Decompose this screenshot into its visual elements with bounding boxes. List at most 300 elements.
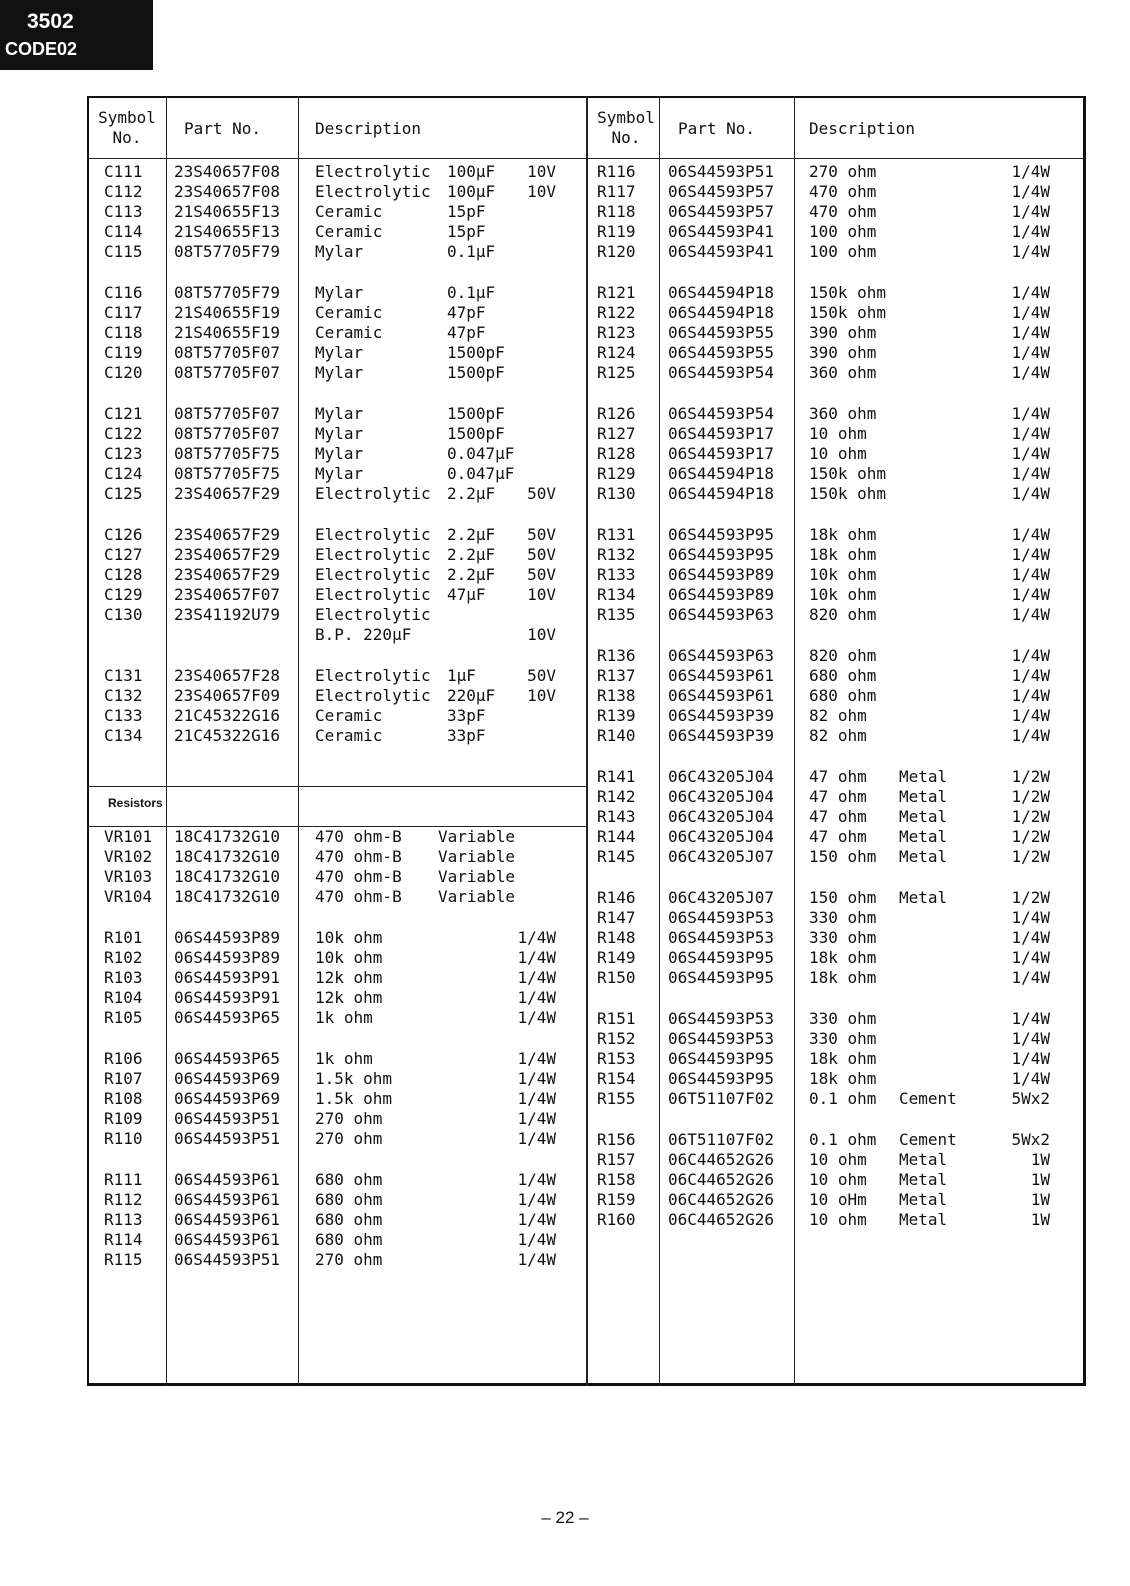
table-row <box>0 202 1100 222</box>
description: Ceramic <box>315 726 383 745</box>
value: 0.047µF <box>447 464 515 483</box>
rating: 1W <box>1030 1210 1050 1229</box>
rating: 1/4W <box>517 1170 556 1189</box>
rating: 1/2W <box>1011 847 1050 866</box>
table-row <box>0 323 1100 343</box>
value: 100µF <box>447 162 496 181</box>
description: 82 ohm <box>809 706 867 725</box>
table-row <box>0 666 1100 686</box>
table-row <box>0 363 1100 383</box>
symbol-no: R132 <box>597 545 636 564</box>
value: 33pF <box>447 726 486 745</box>
rating: 1/4W <box>1011 363 1050 382</box>
value: 0.047µF <box>447 444 515 463</box>
part-no: 06S44593P95 <box>668 968 774 987</box>
value: 2.2µF <box>447 565 496 584</box>
part-no: 06S44593P95 <box>668 525 774 544</box>
symbol-no: R106 <box>104 1049 143 1068</box>
part-no: 23S40657F28 <box>174 666 280 685</box>
symbol-no: R105 <box>104 1008 143 1027</box>
description: 470 ohm <box>809 182 877 201</box>
resistor-type: Metal <box>899 1170 948 1189</box>
symbol-no: R102 <box>104 948 143 967</box>
rating: 1/4W <box>1011 726 1050 745</box>
value: 1500pF <box>447 404 505 423</box>
value: 33pF <box>447 706 486 725</box>
table-row <box>0 928 1100 948</box>
part-no: 06T51107F02 <box>668 1089 774 1108</box>
rating: 1/4W <box>1011 283 1050 302</box>
rating: 50V <box>527 565 556 584</box>
description: Electrolytic <box>315 565 431 584</box>
resistor-type: Metal <box>899 847 948 866</box>
rating: 1/4W <box>1011 444 1050 463</box>
description: Electrolytic <box>315 605 431 624</box>
part-no: 06S44593P57 <box>668 182 774 201</box>
description: 82 ohm <box>809 726 867 745</box>
rating: 1/4W <box>1011 1009 1050 1028</box>
description: 680 ohm <box>315 1230 383 1249</box>
description-header: Description <box>809 119 915 138</box>
part-no: 06S44593P53 <box>668 908 774 927</box>
part-no: 08T57705F75 <box>174 444 280 463</box>
part-no: 08T57705F07 <box>174 363 280 382</box>
description: 150k ohm <box>809 484 887 503</box>
symbol-no: R151 <box>597 1009 636 1028</box>
table-row <box>0 948 1100 968</box>
symbol-no: C122 <box>104 424 143 443</box>
rating: 50V <box>527 484 556 503</box>
table-row <box>0 1210 1100 1230</box>
symbol-no: C120 <box>104 363 143 382</box>
table-row <box>0 1130 1100 1150</box>
symbol-no: C115 <box>104 242 143 261</box>
rating: 1/4W <box>517 1230 556 1249</box>
table-row <box>0 1230 590 1250</box>
value: 1500pF <box>447 343 505 362</box>
table-row <box>0 1150 1100 1170</box>
description: 0.1 ohm <box>809 1089 877 1108</box>
symbol-no: R154 <box>597 1069 636 1088</box>
part-no: 06S44593P17 <box>668 444 774 463</box>
rating: 1/4W <box>1011 303 1050 322</box>
part-no: 23S40657F29 <box>174 565 280 584</box>
part-no: 06S44593P51 <box>174 1109 280 1128</box>
description: 360 ohm <box>809 404 877 423</box>
table-row <box>0 545 1100 565</box>
table-row <box>0 242 1100 262</box>
part-no: 06S44593P61 <box>174 1170 280 1189</box>
value: 1500pF <box>447 363 505 382</box>
rating: 1/4W <box>1011 948 1050 967</box>
symbol-no: R153 <box>597 1049 636 1068</box>
rating: 10V <box>527 686 556 705</box>
description: 470 ohm-B <box>315 847 402 866</box>
part-no: 06C43205J04 <box>668 787 774 806</box>
part-no: 06S44593P17 <box>668 424 774 443</box>
part-no: 06S44593P61 <box>174 1230 280 1249</box>
rating: 1/4W <box>1011 585 1050 604</box>
part-no: 06S44593P41 <box>668 222 774 241</box>
part-no: 08T57705F79 <box>174 242 280 261</box>
description: 10k ohm <box>809 585 877 604</box>
description: 18k ohm <box>809 948 877 967</box>
part-no: 08T57705F75 <box>174 464 280 483</box>
model-code: CODE02 <box>5 39 78 59</box>
value: 2.2µF <box>447 525 496 544</box>
part-no: 06S44593P95 <box>668 1069 774 1088</box>
symbol-header-line2: No. <box>112 128 142 147</box>
part-no-header: Part No. <box>184 119 262 138</box>
description: 47 ohm <box>809 807 867 826</box>
description: 1k ohm <box>315 1008 373 1027</box>
symbol-no: R160 <box>597 1210 636 1229</box>
rating: 1/4W <box>1011 182 1050 201</box>
part-no-header: Part No. <box>678 119 756 138</box>
part-no: 06S44594P18 <box>668 464 774 483</box>
symbol-no: R126 <box>597 404 636 423</box>
description: Electrolytic <box>315 182 431 201</box>
part-no: 06T51107F02 <box>668 1130 774 1149</box>
rating: 1W <box>1030 1190 1050 1209</box>
symbol-no: C112 <box>104 182 143 201</box>
description: 390 ohm <box>809 343 877 362</box>
symbol-no: C124 <box>104 464 143 483</box>
description: 10k ohm <box>315 928 383 947</box>
table-row <box>0 646 1100 666</box>
rating: 1/4W <box>517 1129 556 1148</box>
description: Electrolytic <box>315 666 431 685</box>
table-row <box>0 1029 1100 1049</box>
rating: 1/4W <box>1011 464 1050 483</box>
symbol-no: R125 <box>597 363 636 382</box>
description: 47 ohm <box>809 787 867 806</box>
symbol-no: VR102 <box>104 847 153 866</box>
part-no: 06S44593P91 <box>174 968 280 987</box>
part-no: 23S40657F29 <box>174 525 280 544</box>
rating: 1/4W <box>1011 242 1050 261</box>
table-row <box>0 343 1100 363</box>
part-no: 18C41732G10 <box>174 847 280 866</box>
table-row <box>0 585 1100 605</box>
table-row <box>0 605 1100 625</box>
description: 470 ohm <box>809 202 877 221</box>
part-no: 08T57705F07 <box>174 424 280 443</box>
symbol-no: R103 <box>104 968 143 987</box>
rating: 1/4W <box>1011 908 1050 927</box>
part-no: 06C44652G26 <box>668 1210 774 1229</box>
symbol-no: R135 <box>597 605 636 624</box>
description: 150k ohm <box>809 283 887 302</box>
description: Electrolytic <box>315 484 431 503</box>
symbol-no: R112 <box>104 1190 143 1209</box>
part-no: 08T57705F07 <box>174 404 280 423</box>
symbol-no: R158 <box>597 1170 636 1189</box>
part-no: 21C45322G16 <box>174 706 280 725</box>
value: 1500pF <box>447 424 505 443</box>
rating: 1/4W <box>1011 1069 1050 1088</box>
description: 680 ohm <box>315 1170 383 1189</box>
table-row <box>0 1049 1100 1069</box>
symbol-no: R134 <box>597 585 636 604</box>
description: B.P. 220µF <box>315 625 412 644</box>
resistor-type: Metal <box>899 1190 948 1209</box>
rating: 5Wx2 <box>1011 1089 1050 1108</box>
description: Mylar <box>315 343 364 362</box>
description: 18k ohm <box>809 545 877 564</box>
table-row <box>0 867 590 887</box>
rating: 1/4W <box>1011 605 1050 624</box>
symbol-no: R108 <box>104 1089 143 1108</box>
part-no: 21S40655F13 <box>174 202 280 221</box>
symbol-no: R143 <box>597 807 636 826</box>
rating: 1/4W <box>1011 928 1050 947</box>
description: 10 ohm <box>809 424 867 443</box>
symbol-no: R152 <box>597 1029 636 1048</box>
rating: 50V <box>527 525 556 544</box>
symbol-no: C134 <box>104 726 143 745</box>
rating: 10V <box>527 162 556 181</box>
symbol-no: R120 <box>597 242 636 261</box>
symbol-no: R110 <box>104 1129 143 1148</box>
part-no: 08T57705F07 <box>174 343 280 362</box>
table-row <box>0 625 590 645</box>
value: 47pF <box>447 303 486 322</box>
table-row <box>0 968 1100 988</box>
description: 10 ohm <box>809 1150 867 1169</box>
rating: 1/2W <box>1011 888 1050 907</box>
symbol-no: R123 <box>597 323 636 342</box>
rating: 1/4W <box>517 1049 556 1068</box>
resistor-type: Metal <box>899 787 948 806</box>
value: 47µF <box>447 585 486 604</box>
part-no: 06C43205J04 <box>668 807 774 826</box>
model-badge <box>0 0 153 70</box>
value: 220µF <box>447 686 496 705</box>
rating: 1/4W <box>1011 343 1050 362</box>
symbol-no: C129 <box>104 585 143 604</box>
symbol-no: R139 <box>597 706 636 725</box>
symbol-no: R130 <box>597 484 636 503</box>
rating: 1W <box>1030 1150 1050 1169</box>
rating: 1/4W <box>517 1069 556 1088</box>
resistors-heading: Resistors <box>108 796 163 810</box>
description: Mylar <box>315 464 364 483</box>
table-row <box>0 1009 1100 1029</box>
table-row <box>0 807 1100 827</box>
part-no: 21C45322G16 <box>174 726 280 745</box>
table-row <box>0 303 1100 323</box>
rating: 1/4W <box>1011 484 1050 503</box>
symbol-no: C125 <box>104 484 143 503</box>
part-no: 23S40657F07 <box>174 585 280 604</box>
part-no: 08T57705F79 <box>174 283 280 302</box>
table-row <box>0 222 1100 242</box>
symbol-no: VR101 <box>104 827 153 846</box>
symbol-no: R101 <box>104 928 143 947</box>
symbol-no: R140 <box>597 726 636 745</box>
description: Electrolytic <box>315 525 431 544</box>
description: Ceramic <box>315 323 383 342</box>
part-no: 06S44593P39 <box>668 706 774 725</box>
description: 820 ohm <box>809 646 877 665</box>
symbol-no: R117 <box>597 182 636 201</box>
rating: 1/4W <box>1011 162 1050 181</box>
table-row <box>0 767 1100 787</box>
description: 680 ohm <box>809 666 877 685</box>
table-row <box>0 1069 1100 1089</box>
table-row <box>0 404 1100 424</box>
table-row <box>0 1089 1100 1109</box>
part-no: 23S40657F09 <box>174 686 280 705</box>
description: Electrolytic <box>315 686 431 705</box>
symbol-no: R128 <box>597 444 636 463</box>
rating: 1/4W <box>517 1250 556 1269</box>
value: 2.2µF <box>447 484 496 503</box>
part-no: 06S44593P95 <box>668 545 774 564</box>
table-row <box>0 1109 590 1129</box>
part-no: 06S44593P89 <box>668 585 774 604</box>
table-row <box>0 706 1100 726</box>
description: 18k ohm <box>809 525 877 544</box>
symbol-no: R129 <box>597 464 636 483</box>
symbol-no: C131 <box>104 666 143 685</box>
description: 150k ohm <box>809 464 887 483</box>
symbol-no: C114 <box>104 222 143 241</box>
rating: 1/2W <box>1011 767 1050 786</box>
rating: 10V <box>527 625 556 644</box>
part-no: 06S44593P41 <box>668 242 774 261</box>
description: 470 ohm-B <box>315 827 402 846</box>
part-no: 06S44593P53 <box>668 928 774 947</box>
description: 47 ohm <box>809 767 867 786</box>
part-no: 23S40657F08 <box>174 162 280 181</box>
part-no: 06S44593P61 <box>668 666 774 685</box>
symbol-no: R114 <box>104 1230 143 1249</box>
part-no: 23S40657F08 <box>174 182 280 201</box>
part-no: 18C41732G10 <box>174 867 280 886</box>
table-row <box>0 162 1100 182</box>
description: Ceramic <box>315 303 383 322</box>
symbol-no: VR104 <box>104 887 153 906</box>
table-row <box>0 787 1100 807</box>
symbol-no: R136 <box>597 646 636 665</box>
symbol-header-line2: No. <box>611 128 641 147</box>
part-no: 06S44593P89 <box>668 565 774 584</box>
description: Mylar <box>315 283 364 302</box>
symbol-no: R111 <box>104 1170 143 1189</box>
symbol-no: C121 <box>104 404 143 423</box>
symbol-no: R124 <box>597 343 636 362</box>
description: 270 ohm <box>315 1129 383 1148</box>
description: Mylar <box>315 404 364 423</box>
rating: 1/4W <box>517 928 556 947</box>
rating: 1/4W <box>517 968 556 987</box>
part-no: 06S44593P61 <box>174 1210 280 1229</box>
description: Mylar <box>315 444 364 463</box>
description: 100 ohm <box>809 222 877 241</box>
symbol-no: R118 <box>597 202 636 221</box>
part-no: 06S44593P51 <box>174 1250 280 1269</box>
rating: 10V <box>527 585 556 604</box>
part-no: 06C43205J04 <box>668 767 774 786</box>
table-row <box>0 988 590 1008</box>
table-row <box>0 888 1100 908</box>
symbol-no: R144 <box>597 827 636 846</box>
resistor-type: Metal <box>899 767 948 786</box>
symbol-no: R127 <box>597 424 636 443</box>
rating: 1/4W <box>1011 968 1050 987</box>
rating: 1/4W <box>1011 646 1050 665</box>
symbol-no: C130 <box>104 605 143 624</box>
description: 680 ohm <box>315 1210 383 1229</box>
rating: 1/4W <box>517 1089 556 1108</box>
description: Ceramic <box>315 202 383 221</box>
part-no: 21S40655F19 <box>174 303 280 322</box>
symbol-no: R116 <box>597 162 636 181</box>
part-no: 06S44593P95 <box>668 948 774 967</box>
description: 47 ohm <box>809 827 867 846</box>
symbol-header-line1: Symbol <box>98 108 156 127</box>
part-no: 06S44593P51 <box>174 1129 280 1148</box>
resistor-type: Metal <box>899 807 948 826</box>
description: 10 ohm <box>809 1210 867 1229</box>
rating: 1/4W <box>1011 404 1050 423</box>
value: 47pF <box>447 323 486 342</box>
part-no: 06S44593P51 <box>668 162 774 181</box>
rating: 1/4W <box>1011 545 1050 564</box>
symbol-no: C116 <box>104 283 143 302</box>
description: 150k ohm <box>809 303 887 322</box>
description: 18k ohm <box>809 1069 877 1088</box>
description: Mylar <box>315 242 364 261</box>
description: 150 ohm <box>809 847 877 866</box>
symbol-no: R104 <box>104 988 143 1007</box>
rating: 1W <box>1030 1170 1050 1189</box>
symbol-no: R137 <box>597 666 636 685</box>
table-row <box>0 444 1100 464</box>
rating: 1/2W <box>1011 807 1050 826</box>
symbol-no: R113 <box>104 1210 143 1229</box>
description: 1.5k ohm <box>315 1069 393 1088</box>
description: 10k ohm <box>809 565 877 584</box>
value: Variable <box>438 827 516 846</box>
resistor-type: Metal <box>899 1210 948 1229</box>
symbol-no: VR103 <box>104 867 153 886</box>
rating: 1/4W <box>1011 525 1050 544</box>
rating: 1/4W <box>517 1210 556 1229</box>
resistor-type: Metal <box>899 1150 948 1169</box>
description: Electrolytic <box>315 162 431 181</box>
part-no: 06S44593P89 <box>174 948 280 967</box>
rating: 1/4W <box>517 988 556 1007</box>
description: 12k ohm <box>315 988 383 1007</box>
description: 10 ohm <box>809 444 867 463</box>
part-no: 06S44593P63 <box>668 605 774 624</box>
rating: 5Wx2 <box>1011 1130 1050 1149</box>
resistor-type: Metal <box>899 888 948 907</box>
part-no: 06S44593P65 <box>174 1049 280 1068</box>
description: 10 ohm <box>809 1170 867 1189</box>
part-no: 06S44594P18 <box>668 484 774 503</box>
symbol-no: R109 <box>104 1109 143 1128</box>
part-no: 06C43205J07 <box>668 888 774 907</box>
table-row <box>0 726 1100 746</box>
symbol-no: C126 <box>104 525 143 544</box>
part-no: 06S44593P95 <box>668 1049 774 1068</box>
symbol-no: C123 <box>104 444 143 463</box>
table-row <box>0 182 1100 202</box>
